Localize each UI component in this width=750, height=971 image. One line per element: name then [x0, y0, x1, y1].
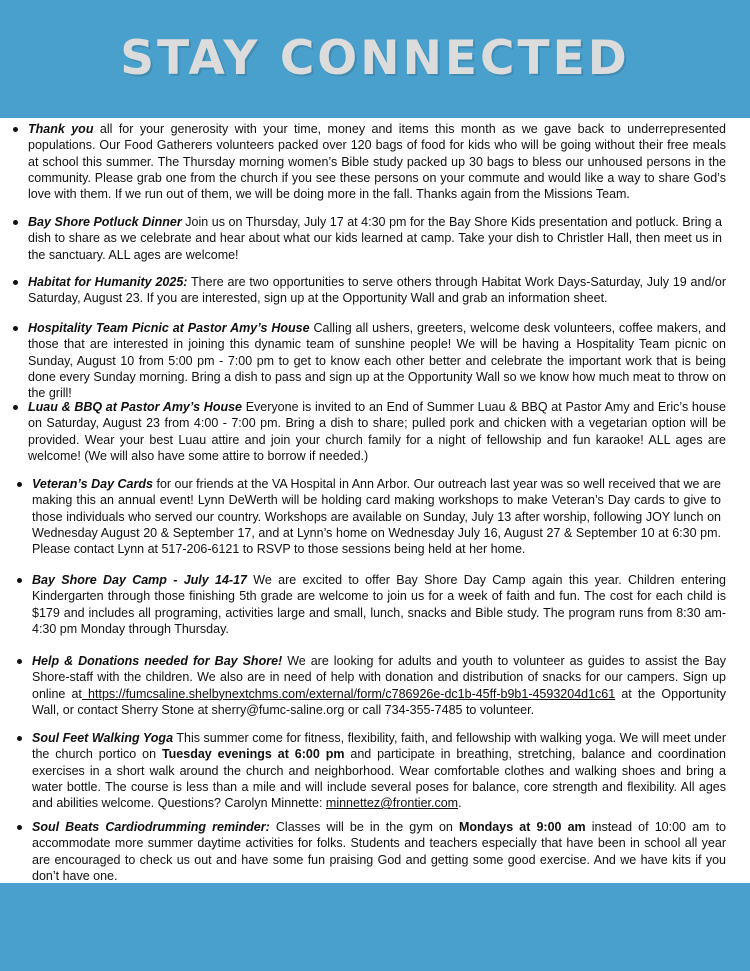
list-item-thank-you	[28, 121, 726, 202]
item-heading: Bay Shore Day Camp - July 14-17	[32, 573, 247, 587]
item-heading: Bay Shore Potluck Dinner	[28, 215, 182, 229]
list-item-cardiodrumming	[32, 819, 726, 884]
item-text: Join us on Thursday, July 17 at 4:30 pm for the Bay Shore Kids presentation and potluck. Bring a dish to share as we celebrate and hear about what our kids learned at camp. Take your dish to Christler Hall, then meet us in the sanctuary. ALL ages are welcome!	[28, 215, 722, 262]
item-text: at the Opportunity Wall, or contact Sherry Stone at sherry@fumc-saline.org or call 734-355-7485 to volunteer.	[32, 686, 727, 717]
item-text: Classes will be in the gym on	[269, 820, 459, 834]
bullet-icon	[13, 326, 18, 331]
bullet-icon	[17, 482, 22, 487]
email-link[interactable]: minnettez@frontier.com	[325, 796, 459, 811]
header-banner	[0, 0, 750, 118]
bullet-icon	[17, 578, 22, 583]
list-item-help-donations	[32, 653, 726, 718]
item-text: instead of 10:00 am to accommodate more summer daytime activities for folks. Students and teachers especially that have been in school all year are encouraged to check us out and have some fun praising God and getting some good exercise. And we have kits if you don’t have one.	[32, 820, 726, 883]
item-text: We are excited to offer Bay Shore Day Camp again this year. Children entering Kindergarten through those finishing 5th grade are welcome to join us for a week of faith and fun. The cost for each child is $179 and includes all programing, activities large and small, lunch, snacks and Bible study. The program runs from 8:30 am-4:30 pm Monday through Thursday.	[32, 573, 727, 636]
item-heading: Luau & BBQ at Pastor Amy’s House	[28, 400, 242, 414]
list-item-luau	[28, 399, 726, 464]
list-item-hospitality	[28, 320, 726, 401]
item-text: This summer come for fitness, flexibility, faith, and fellowship with walking yoga. We will meet under the church portico on	[32, 731, 726, 762]
bullet-icon	[17, 736, 22, 741]
item-bold-text: Mondays at 9:00 am	[458, 820, 586, 834]
bullet-icon	[13, 127, 18, 132]
bullet-icon	[17, 825, 22, 830]
list-item-potluck	[28, 214, 722, 263]
list-item-habitat	[28, 274, 726, 307]
item-heading: Soul Beats Cardiodrumming reminder:	[32, 820, 270, 834]
item-heading: Veteran’s Day Cards	[32, 477, 153, 491]
page-title: STAY CONNECTED	[120, 31, 630, 86]
item-text: There are two opportunities to serve others through Habitat Work Days-Saturday, July 19 and/or Saturday, August 23. If you are interested, sign up at the Opportunity Wall and grab an information sheet.	[28, 275, 726, 306]
item-text: Calling all ushers, greeters, welcome desk volunteers, coffee makers, and those that are interested in joining this dynamic team of sunshine people! We will be having a Hospitality Team picnic on Sunday, August 10 from 5:00 pm - 7:00 pm to get to know each other better and celebrate the important work that is being done every Sunday morning. Bring a dish to pass and sign up at the Opportunity Wall so we know how much meat to throw on the grill!	[28, 321, 727, 401]
item-heading: Help & Donations needed for Bay Shore!	[32, 654, 283, 668]
bullet-icon	[13, 220, 18, 225]
bullet-icon	[17, 659, 22, 664]
list-item-day-camp	[32, 572, 726, 637]
item-bold-text: Tuesday evenings at 6:00 pm	[161, 747, 345, 762]
item-text: Everyone is invited to an End of Summer Luau & BBQ at Pastor Amy and Eric’s house on Saturday, August 23 from 4:00 - 7:00 pm. Bring a dish to share; pulled pork and chicken with a vegetarian option will be provided. Wear your best Luau attire and join your church family for a night of fellowship and fun karaoke! ALL ages are welcome! (We will also have some attire to borrow if needed.)	[28, 400, 726, 463]
list-item-veterans	[32, 476, 721, 557]
footer-banner	[0, 883, 750, 971]
item-text: and participate in breathing, stretching, balance and coordination exercises in a short walk around the church and neighborhood. Wear comfortable clothes and walking shoes and bring a water bottle. The course is less than a mile and will include several poses for balance, core strength and flexibility. All ages and abilities welcome. Questions? Carolyn Minnette:	[32, 747, 726, 811]
item-heading: Soul Feet Walking Yoga	[32, 731, 174, 745]
list-item-walking-yoga	[32, 730, 726, 811]
bullet-icon	[13, 405, 18, 410]
item-text: .	[458, 796, 462, 811]
item-text: We are looking for adults and youth to volunteer as guides to assist the Bay Shore-staff with the children. We also are in need of help with donation and distribution of snacks for our campers. Sign up online at	[32, 654, 726, 701]
item-text: all for your generosity with your time, money and items this month as we gave back to underrepresented populations. Our Food Gatherers volunteers packed over 120 bags of food for kids who will be going without their free meals at school this summer. The Thursday morning women’s Bible study packed up 30 bags to bless our unhoused persons in the community. Please grab one from the church if you see these persons on your commute and would like a way to share God’s love with them. If we run out of them, we will be doing more in the fall. Thanks again from the Missions Team.	[28, 122, 726, 202]
item-heading: Thank you	[28, 122, 94, 136]
item-text: for our friends at the VA Hospital in Ann Arbor. Our outreach last year was so well received that we are making this an annual event! Lynn DeWerth will be holding card making workshops to make Veteran’s Day cards to give to those individuals who served our country. Workshops are available on Sunday, July 13 after worship, following JOY lunch on Wednesday August 20 & September 17, and at Lynn’s home on Wednesday July 16, August 27 & September 10 at 6:30 pm. Please contact Lynn at 517-206-6121 to RSVP to those sessions being held at her home.	[32, 477, 722, 557]
item-heading: Hospitality Team Picnic at Pastor Amy’s House	[28, 321, 310, 335]
item-heading: Habitat for Humanity 2025:	[28, 275, 188, 289]
bullet-icon	[13, 280, 18, 285]
signup-link[interactable]: https://fumcsaline.shelbynextchms.com/external/form/c786926e-dc1b-45ff-b9b1-4593204d1c61	[81, 686, 616, 701]
